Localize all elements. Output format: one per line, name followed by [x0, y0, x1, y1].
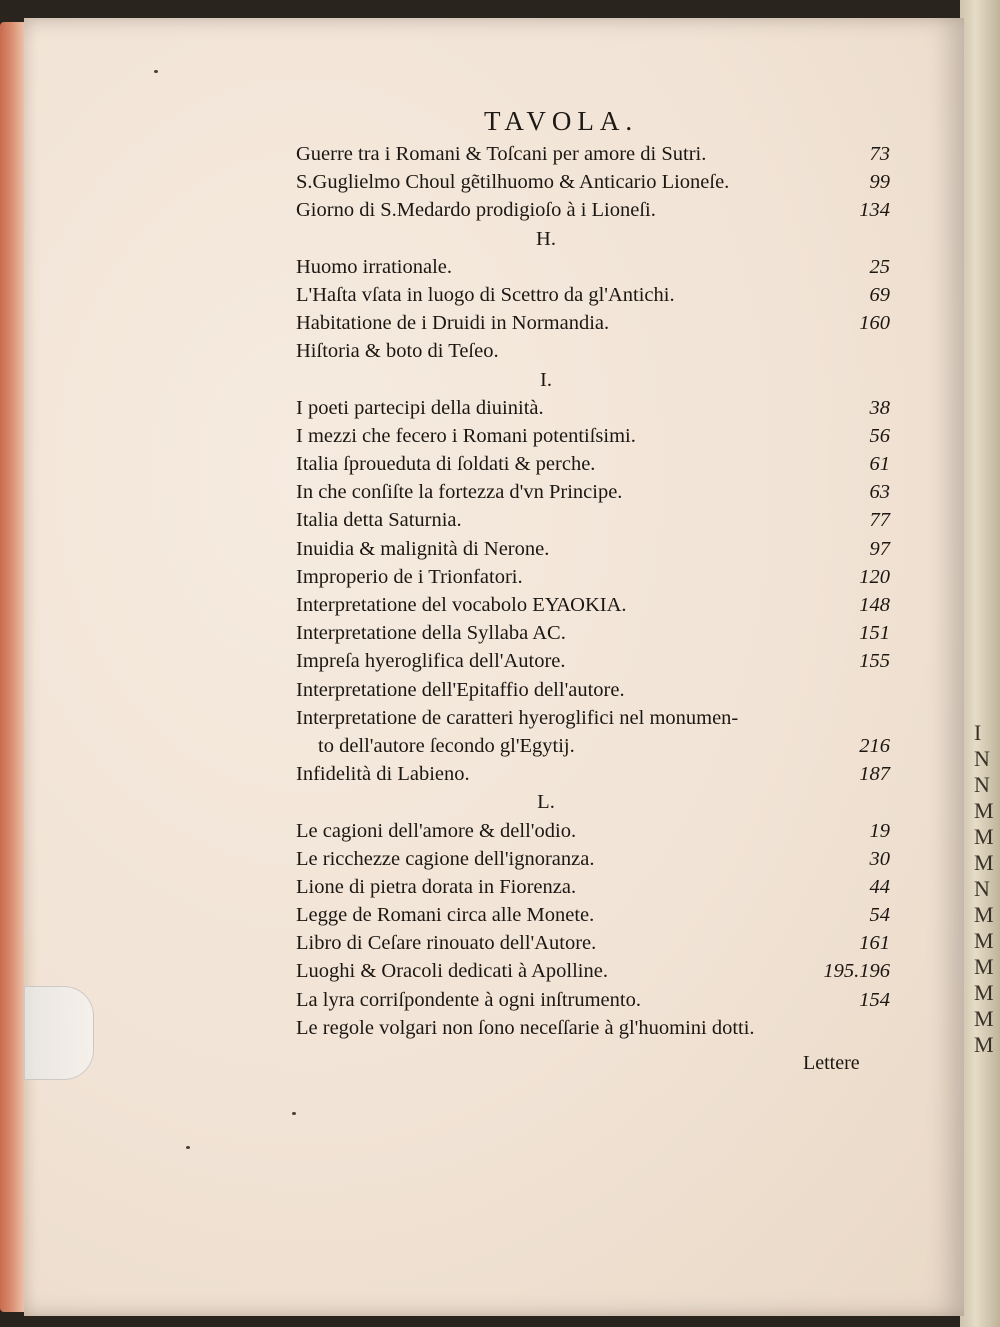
entry-text: Huomo irrationale. [296, 255, 452, 278]
facing-letter: M [974, 954, 994, 979]
index-entry [296, 817, 890, 845]
entry-text: L'Haſta vſata in luogo di Scettro da gl'Antichi. [296, 283, 675, 306]
entry-page-number: 151 [859, 622, 890, 645]
facing-letter: N [974, 772, 990, 797]
entry-text: Improperio de i Trionfatori. [296, 565, 523, 588]
entry-text: Interpretatione del vocabolo ΕΥΑΟΚΙΑ. [296, 594, 627, 616]
facing-letter: M [974, 850, 994, 875]
facing-page-letters [974, 720, 998, 1058]
entry-text: Le regole volgari non ſono neceſſarie à gl'huomini dotti. [296, 1016, 755, 1039]
index-entry [296, 168, 890, 196]
index-entry [296, 704, 890, 732]
facing-letter: N [974, 746, 990, 771]
entry-page-number: 134 [859, 199, 890, 222]
entry-page-number: 160 [859, 312, 890, 335]
facing-letter: M [974, 980, 994, 1005]
entry-text: Inuidia & malignità di Nerone. [296, 537, 550, 560]
entry-text: Giorno di S.Medardo prodigioſo à i Lioneſi. [296, 199, 656, 222]
index-entries [296, 140, 890, 1042]
index-entry [296, 309, 890, 337]
index-entry [296, 591, 890, 619]
entry-text: Italia detta Saturnia. [296, 509, 462, 532]
entry-page-number: 195.196 [823, 960, 890, 983]
entry-text: Infidelità di Labieno. [296, 763, 470, 786]
index-entry [296, 845, 890, 873]
index-entry [296, 506, 890, 534]
ink-speck [186, 1146, 190, 1149]
index-entry [296, 253, 890, 281]
index-entry [296, 929, 890, 957]
index-entry [296, 732, 890, 760]
entry-text: Hiſtoria & boto di Teſeo. [296, 340, 499, 363]
entry-text: I mezzi che fecero i Romani potentiſsimi. [296, 424, 636, 447]
entry-page-number: 155 [859, 650, 890, 673]
ink-speck [292, 1112, 296, 1115]
index-entry [296, 196, 890, 224]
facing-letter: M [974, 928, 994, 953]
entry-text: Habitatione de i Druidi in Normandia. [296, 312, 610, 335]
entry-page-number: 61 [869, 453, 890, 476]
entry-page-number: 73 [869, 143, 890, 165]
facing-letter: N [974, 876, 990, 901]
index-entry [296, 1014, 890, 1042]
entry-page-number: 19 [869, 819, 890, 842]
facing-letter: I [974, 720, 982, 745]
index-entry [296, 422, 890, 450]
facing-letter: M [974, 902, 994, 927]
entry-text: to dell'autore ſecondo gl'Egytij. [318, 734, 575, 757]
entry-text: Guerre tra i Romani & Toſcani per amore di Sutri. [296, 143, 707, 165]
index-entry [296, 337, 890, 365]
section-letter-text: L. [537, 791, 555, 814]
entry-page-number: 69 [869, 283, 890, 306]
entry-page-number: 97 [869, 537, 890, 560]
entry-page-number: 187 [859, 763, 890, 786]
entry-text: Luoghi & Oracoli dedicati à Apolline. [296, 960, 608, 983]
entry-page-number: 44 [869, 875, 890, 898]
entry-text: Lione di pietra dorata in Fiorenza. [296, 875, 577, 898]
section-letter-text: I. [540, 368, 552, 391]
ink-speck [154, 70, 158, 73]
entry-text: Interpretatione de caratteri hyeroglifici nel monumen- [296, 706, 739, 729]
facing-letter: M [974, 1032, 994, 1057]
facing-letter: M [974, 824, 994, 849]
entry-page-number: 161 [859, 932, 890, 955]
section-letter [296, 366, 890, 394]
section-letter [296, 225, 890, 253]
index-entry [296, 957, 890, 985]
catchword: Lettere [803, 1052, 860, 1074]
index-entry [296, 619, 890, 647]
index-entry [296, 140, 890, 168]
entry-page-number: 216 [859, 734, 890, 757]
entry-page-number: 56 [869, 424, 890, 447]
entry-page-number: 25 [869, 255, 890, 278]
entry-text: Legge de Romani circa alle Monete. [296, 904, 595, 927]
entry-page-number: 148 [859, 594, 890, 616]
entry-page-number: 54 [869, 904, 890, 927]
entry-page-number: 120 [859, 565, 890, 588]
running-head: TAVOLA. [484, 106, 639, 136]
index-entry [296, 281, 890, 309]
index-entry [296, 394, 890, 422]
entry-text: Italia ſproueduta di ſoldati & perche. [296, 453, 596, 476]
index-entry [296, 760, 890, 788]
entry-text: S.Guglielmo Choul gẽtilhuomo & Anticario Lioneſe. [296, 171, 730, 194]
index-entry [296, 563, 890, 591]
entry-page-number: 30 [869, 847, 890, 870]
index-entry [296, 676, 890, 704]
entry-text: Libro di Ceſare rinouato dell'Autore. [296, 932, 597, 955]
facing-page-edge [960, 0, 1000, 1327]
index-entry [296, 986, 890, 1014]
entry-text: La lyra corriſpondente à ogni inſtrumento. [296, 988, 641, 1011]
entry-text: Impreſa hyeroglifica dell'Autore. [296, 650, 566, 673]
entry-text: Le cagioni dell'amore & dell'odio. [296, 819, 577, 842]
index-entry [296, 450, 890, 478]
index-entry [296, 647, 890, 675]
entry-page-number: 99 [869, 171, 890, 194]
section-letter [296, 788, 890, 816]
entry-text: Le ricchezze cagione dell'ignoranza. [296, 847, 595, 870]
facing-letter: M [974, 1006, 994, 1031]
index-entry [296, 535, 890, 563]
entry-text: I poeti partecipi della diuinità. [296, 396, 544, 419]
index-entry [296, 873, 890, 901]
entry-page-number: 38 [869, 396, 890, 419]
index-entry [296, 901, 890, 929]
entry-text: In che conſiſte la fortezza d'vn Principe. [296, 481, 623, 504]
index-entry [296, 478, 890, 506]
entry-text: Interpretatione dell'Epitaffio dell'autore. [296, 678, 625, 701]
entry-page-number: 63 [869, 481, 890, 504]
facing-letter: M [974, 798, 994, 823]
section-letter-text: H. [536, 227, 556, 250]
entry-page-number: 154 [859, 988, 890, 1011]
entry-page-number: 77 [869, 509, 890, 532]
page-clip [24, 986, 94, 1080]
entry-text: Interpretatione della Syllaba AC. [296, 622, 566, 645]
